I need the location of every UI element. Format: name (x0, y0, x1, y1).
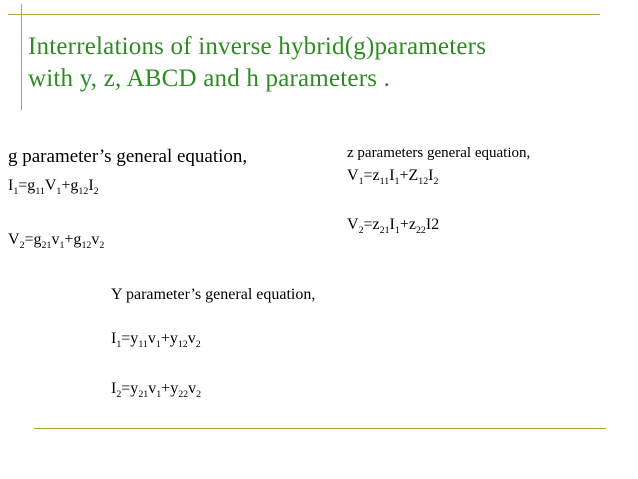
title-line-1: Interrelations of inverse hybrid(g)parameters (28, 33, 487, 60)
subscript: 2 (19, 240, 25, 251)
y-equation-1: $I_1=y_{11}v_1+y_{12}v_2$ (111, 330, 201, 350)
subscript: 2 (196, 389, 202, 400)
y-heading: Y parameter’s general equation, (111, 286, 316, 303)
subscript: 2 (93, 186, 99, 197)
subscript: 1 (394, 176, 400, 187)
subscript: 1 (394, 225, 400, 236)
subscript: 12 (177, 339, 188, 350)
subscript: 1 (358, 176, 364, 187)
g-heading: g parameter’s general equation, (8, 146, 248, 167)
subscript: 1 (155, 339, 161, 350)
z-equation-2: $V_2=z_{21}I_1+z_{22}I2$ (347, 216, 440, 236)
z-heading: z parameters general equation, (347, 145, 531, 161)
subscript: 1 (116, 339, 122, 350)
subscript: 1 (56, 186, 62, 197)
left-rule (21, 4, 22, 110)
subscript: 1 (13, 186, 19, 197)
bottom-rule (34, 428, 606, 429)
title-line-2: with y, z, ABCD and h parameters . (28, 65, 391, 92)
subscript: 21 (379, 225, 390, 236)
subscript: 11 (35, 186, 45, 197)
subscript: 12 (81, 240, 92, 251)
y-equation-2: $I_2=y_{21}v_1+y_{22}v_2$ (111, 380, 202, 400)
subscript: 2 (195, 339, 201, 350)
subscript: 12 (78, 186, 89, 197)
subscript: 22 (415, 225, 426, 236)
subscript: 12 (418, 176, 429, 187)
subscript: 1 (156, 389, 162, 400)
subscript: 21 (138, 389, 149, 400)
subscript: 22 (178, 389, 189, 400)
slide-title (28, 31, 486, 95)
subscript: 11 (138, 339, 148, 350)
g-equation-1: $I_1=g_{11}V_1+g_{12}I_2$ (8, 177, 99, 197)
subscript: 11 (379, 176, 390, 187)
z-equation-1: $V_1=z_{11}I_1+Z_{12}I_2$ (347, 167, 439, 187)
subscript: 1 (59, 240, 65, 251)
subscript: 2 (358, 225, 364, 236)
subscript: 2 (116, 389, 122, 400)
g-equation-2: $V_2=g_{21}v_1+g_{12}v_2$ (8, 231, 105, 251)
subscript: 21 (41, 240, 52, 251)
subscript: 2 (433, 176, 439, 187)
subscript: 2 (99, 240, 105, 251)
top-rule (8, 14, 600, 15)
